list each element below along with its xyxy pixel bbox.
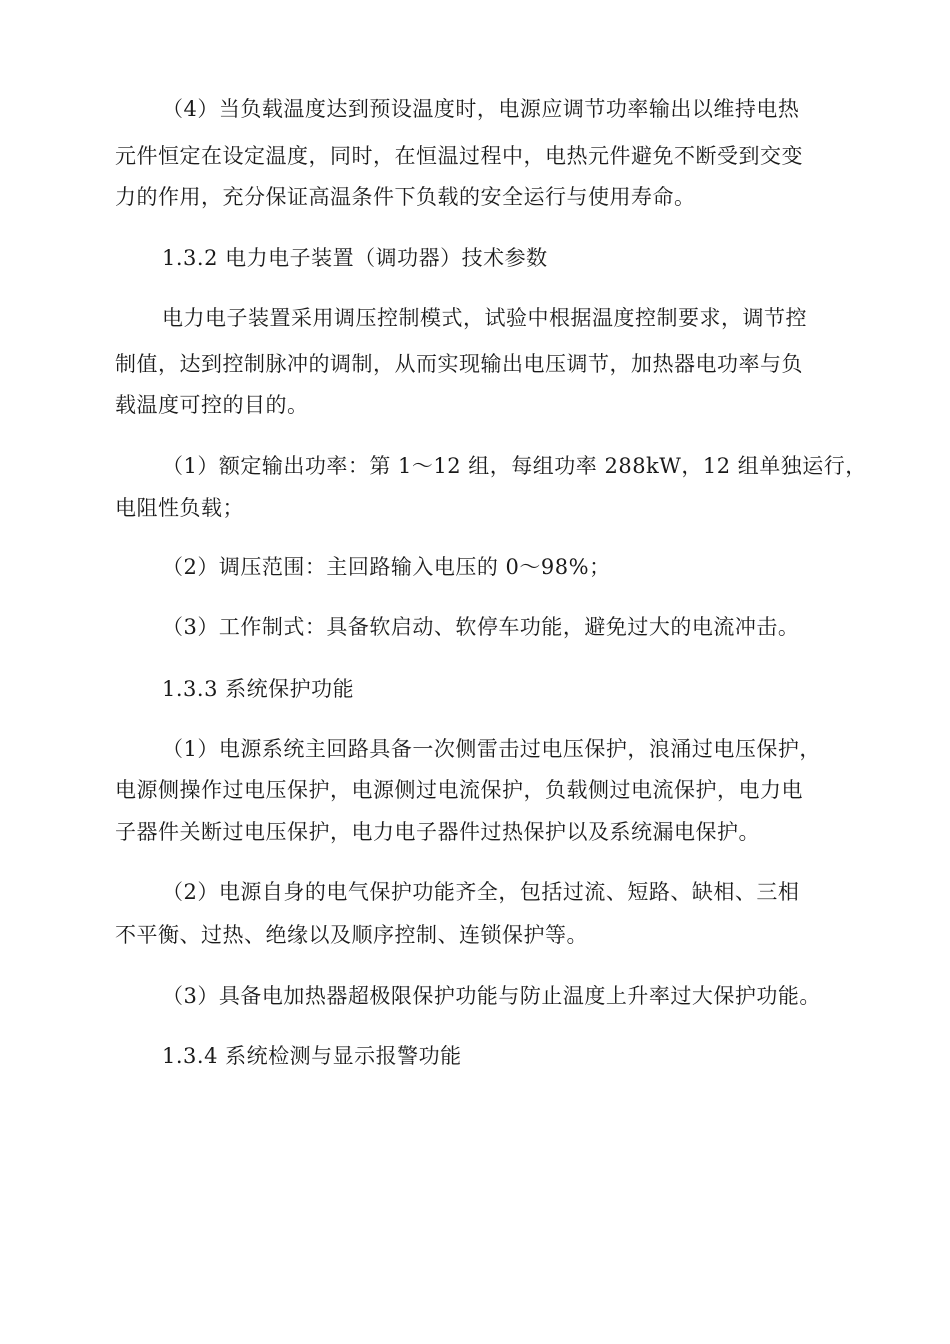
paragraph-line: （3）具备电加热器超极限保护功能与防止温度上升率过大保护功能。 [162,984,821,1008]
paragraph-line: 元件恒定在设定温度，同时，在恒温过程中，电热元件避免不断受到交变 [115,144,803,168]
paragraph-line: （3）工作制式：具备软启动、软停车功能，避免过大的电流冲击。 [162,615,800,639]
paragraph-line: （1）电源系统主回路具备一次侧雷击过电压保护，浪涌过电压保护， [162,737,821,761]
paragraph-line: 不平衡、过热、绝缘以及顺序控制、连锁保护等。 [115,923,588,947]
paragraph-line: 电阻性负载； [115,496,244,520]
paragraph-line: 电力电子装置采用调压控制模式，试验中根据温度控制要求，调节控 [162,306,807,330]
paragraph-line: 电源侧操作过电压保护，电源侧过电流保护，负载侧过电流保护，电力电 [115,778,803,802]
paragraph-line: （4）当负载温度达到预设温度时，电源应调节功率输出以维持电热 [162,97,800,121]
paragraph-line: 制值，达到控制脉冲的调制，从而实现输出电压调节，加热器电功率与负 [115,352,803,376]
paragraph-line: 载温度可控的目的。 [115,393,309,417]
section-heading: 1.3.3 系统保护功能 [162,677,355,701]
paragraph-line: （1）额定输出功率：第 1～12 组，每组功率 288kW，12 组单独运行， [162,454,867,478]
section-heading: 1.3.4 系统检测与显示报警功能 [162,1044,462,1068]
paragraph-line: （2）调压范围：主回路输入电压的 0～98%； [162,555,611,579]
paragraph-line: 子器件关断过电压保护，电力电子器件过热保护以及系统漏电保护。 [115,820,760,844]
section-heading: 1.3.2 电力电子装置（调功器）技术参数 [162,246,548,270]
paragraph-line: （2）电源自身的电气保护功能齐全，包括过流、短路、缺相、三相 [162,880,800,904]
paragraph-line: 力的作用，充分保证高温条件下负载的安全运行与使用寿命。 [115,185,696,209]
